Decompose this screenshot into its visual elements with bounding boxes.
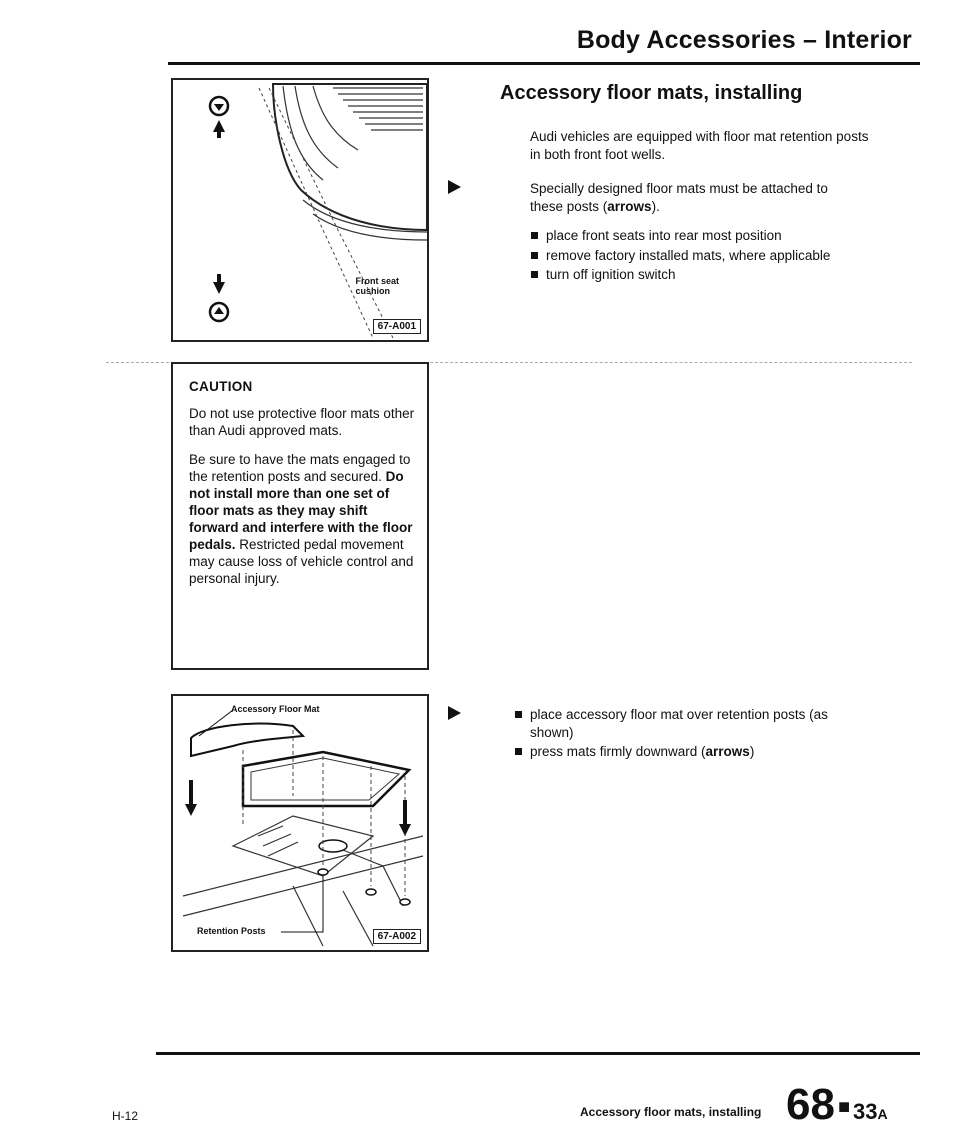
section-title: Accessory floor mats, installing xyxy=(500,82,803,104)
figure-seat-cushion xyxy=(171,78,429,342)
seat-cushion-label: Front seat cushion xyxy=(355,276,399,296)
pointer-arrow-icon xyxy=(448,180,461,194)
arrow-up-icon xyxy=(213,120,225,138)
footer-caption: Accessory floor mats, installing xyxy=(580,1105,762,1119)
instructions-block xyxy=(530,180,860,286)
mat-label: Accessory Floor Mat xyxy=(231,704,320,714)
post-symbol-icon xyxy=(210,303,228,321)
install-steps-block xyxy=(514,706,854,763)
caution-paragraph-2: Be sure to have the mats engaged to the retention posts and secured. Do not install more than one set of floor mats as they may shift forward and interfere with the floor pedals. Restricted pedal movement may cause loss of vehicle control and personal injury. xyxy=(189,452,414,586)
pointer-arrow-icon xyxy=(448,706,461,720)
intro-block xyxy=(530,128,870,163)
section-heading-block xyxy=(500,82,900,105)
list-item: remove factory installed mats, where applicable xyxy=(530,247,860,265)
list-item: turn off ignition switch xyxy=(530,266,860,284)
intro-text: Audi vehicles are equipped with floor mat retention posts in both front foot wells. xyxy=(530,129,869,162)
list-item: place accessory floor mat over retention posts (as shown) xyxy=(514,706,854,741)
arrow-down-icon xyxy=(399,800,411,836)
posts-text: Specially designed floor mats must be attached to these posts (arrows). xyxy=(530,181,828,214)
figure-code: 67-A002 xyxy=(373,929,421,944)
arrow-down-icon xyxy=(185,780,197,816)
footer-rule xyxy=(156,1052,920,1055)
figure-code: 67-A001 xyxy=(373,319,421,334)
install-steps-list xyxy=(514,706,854,761)
caution-box xyxy=(171,362,429,670)
floor-mat-drawing xyxy=(173,696,427,950)
caution-title: CAUTION xyxy=(189,379,253,394)
list-item: press mats firmly downward (arrows) xyxy=(514,743,854,761)
caution-paragraph-1: Do not use protective floor mats other than Audi approved mats. xyxy=(189,406,415,438)
page-header: Body Accessories – Interior xyxy=(576,26,912,54)
figure-floor-mat xyxy=(171,694,429,952)
header-rule xyxy=(168,62,920,65)
page-number: H-12 xyxy=(112,1109,139,1123)
list-item: place front seats into rear most position xyxy=(530,227,860,245)
post-symbol-icon xyxy=(210,97,228,115)
steps-list xyxy=(530,227,860,284)
repair-group-number: 68 ■ 33A xyxy=(786,1080,888,1129)
posts-label: Retention Posts xyxy=(197,926,266,936)
seat-cushion-drawing xyxy=(173,80,427,340)
arrow-down-icon xyxy=(213,274,225,294)
